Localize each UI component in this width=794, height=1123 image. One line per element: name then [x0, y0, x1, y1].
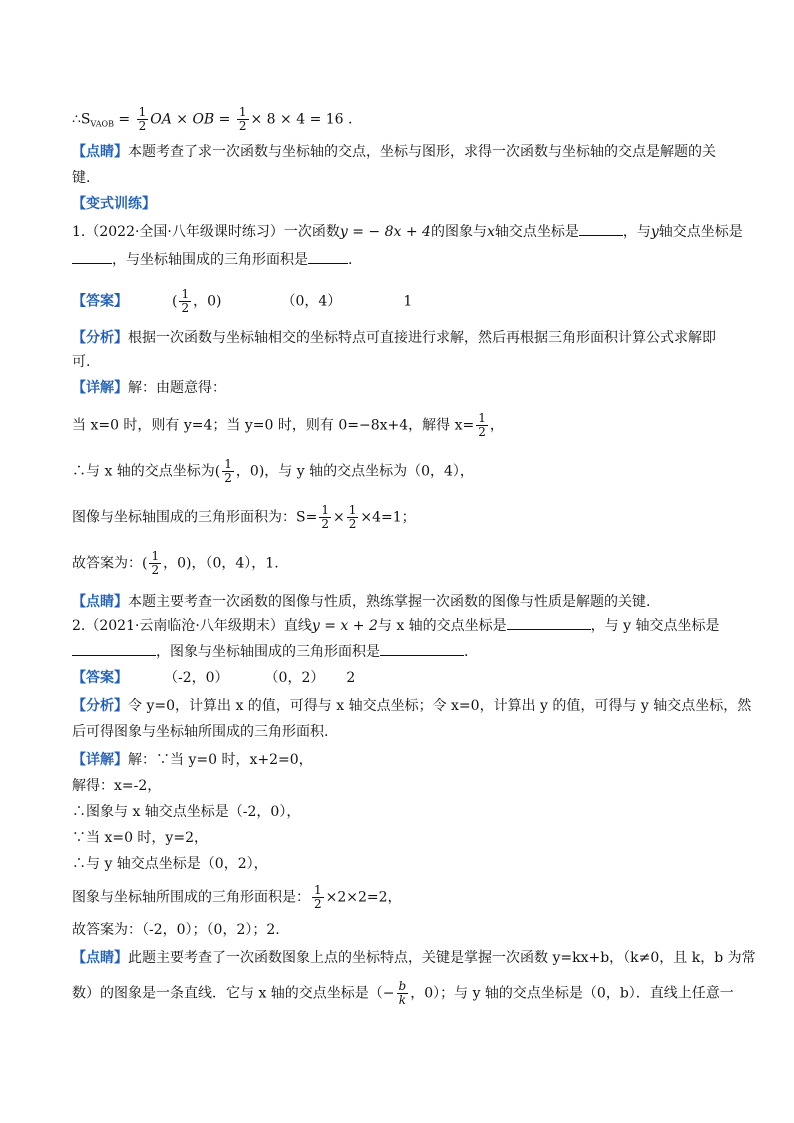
analysis-1-line-1: 【分析】根据一次函数与坐标轴相交的坐标特点可直接进行求解，然后再根据三角形面积计算公式求解即 — [72, 330, 716, 346]
answer-blank[interactable] — [72, 643, 156, 656]
formula-equals: = — [113, 111, 135, 128]
detail-2-line-2: 解得：x=-2， — [72, 778, 162, 794]
detail-1-step-3: 图像与坐标轴围成的三角形面积为：S= $\frac{1}{2}$ × $\frac{1}{2}$ ×4=1； — [72, 503, 416, 531]
detail-1-step-2: ∴与 x 轴的交点坐标为( $\frac{1}{2}$ ，0)，与 y 轴的交点坐标为（0，4）， — [72, 457, 474, 485]
formula-body: OA × OB = — [150, 111, 235, 128]
detail-1-intro: 【详解】解：由题意得： — [72, 380, 226, 396]
detail-label: 【详解】 — [72, 752, 128, 768]
comment-line: 【点睛】本题主要考查一次函数的图像与性质，熟练掌握一次函数的图像与性质是解题的关键. — [72, 594, 651, 610]
analysis-2-line-2: 后可得图象与坐标轴所围成的三角形面积. — [72, 724, 329, 740]
analysis-label: 【分析】 — [72, 330, 128, 346]
fraction: $\frac{1}{2}$ — [238, 105, 247, 133]
fraction: $\frac{1}{2}$ — [224, 457, 232, 485]
formula-tail: × 8 × 4 = 16 . — [250, 111, 353, 128]
comment-label: 【点睛】 — [72, 950, 128, 966]
detail-2-line-4: ∵当 x=0 时，y=2， — [72, 830, 208, 846]
equation: y = − 8x + 4 — [339, 224, 431, 240]
detail-2-line-3: ∴图象与 x 轴交点坐标是（-2，0）， — [72, 804, 301, 820]
question-1-line-1: 1.（2022·全国·八年级课时练习）一次函数y = − 8x + 4的图象与x轴交点坐标是 ，与y轴交点坐标是 — [72, 224, 743, 240]
area-formula — [72, 106, 352, 135]
variant-heading: 【变式训练】 — [72, 196, 156, 212]
fraction: $\frac{1}{2}$ — [478, 411, 486, 439]
answer-blank[interactable] — [579, 223, 623, 236]
detail-2-line-7: 故答案为：（-2，0）；（0，2）；2. — [72, 922, 280, 938]
detail-1-step-1: 当 x=0 时，则有 y=4；当 y=0 时，则有 0=−8x+4，解得 x= $\frac{1}{2}$ ， — [72, 411, 504, 439]
detail-2-line-1: 【详解】解：∵当 y=0 时，x+2=0， — [72, 752, 313, 768]
answer-blank[interactable] — [380, 643, 464, 656]
answer-label: 【答案】 — [72, 670, 128, 686]
question-2-line-2: ，图象与坐标轴围成的三角形面积是 . — [72, 642, 468, 662]
answer-2: 【答案】 （-2，0） （0，2） 2 — [72, 670, 356, 686]
fraction: $\frac{1}{2}$ — [181, 287, 190, 315]
analysis-label: 【分析】 — [72, 698, 128, 714]
detail-2-line-6: 图象与坐标轴所围成的三角形面积是： $\frac{1}{2}$ ×2×2=2， — [72, 883, 402, 911]
detail-1-step-4: 故答案为：( $\frac{1}{2}$ ，0)，（0，4），1. — [72, 549, 279, 577]
answer-label: 【答案】 — [72, 293, 128, 310]
comment-line: 键. — [72, 170, 91, 186]
formula-subscript: VAOB — [90, 119, 114, 129]
fraction: $\frac{1}{2}$ — [151, 549, 160, 577]
formula-prefix: ∴S — [72, 111, 91, 128]
fraction: $\frac{1}{2}$ — [321, 503, 329, 531]
detail-2-line-5: ∴与 y 轴交点坐标是（0，2）， — [72, 856, 268, 872]
question-2-line-1: 2.（2021·云南临沧·八年级期末）直线y = x + 2与 x 轴的交点坐标是 ，与 y 轴交点坐标是 — [72, 618, 720, 634]
equation: y = x + 2 — [311, 618, 378, 634]
comment-line: 数）的图象是一条直线．它与 x 轴的交点坐标是（− $\frac{b}{k}$ ，0）；与 y 轴的交点坐标是（0，b）．直线上任意一 — [72, 979, 734, 1007]
comment-line: 【点睛】本题考查了求一次函数与坐标轴的交点，坐标与图形，求得一次函数与坐标轴的交点是解题的关 — [72, 144, 716, 160]
answer-blank[interactable] — [308, 251, 348, 264]
fraction: $\frac{1}{2}$ — [138, 105, 147, 133]
fraction: $\frac{1}{2}$ — [314, 883, 322, 911]
fraction: $\frac{b}{k}$ — [398, 979, 407, 1007]
detail-label: 【详解】 — [72, 380, 128, 396]
answer-1: 【答案】 ( $\frac{1}{2}$ ，0) （0，4） 1 — [72, 287, 413, 315]
answer-blank[interactable] — [72, 251, 112, 264]
answer-blank[interactable] — [507, 617, 591, 630]
comment-line: 【点睛】此题主要考查了一次函数图象上点的坐标特点，关键是掌握一次函数 y=kx+b，（k≠0，且 k，b 为常 — [72, 950, 756, 966]
comment-label: 【点睛】 — [72, 594, 128, 610]
analysis-2-line-1: 【分析】令 y=0，计算出 x 的值，可得与 x 轴交点坐标；令 x=0，计算出 y 的值，可得与 y 轴交点坐标，然 — [72, 698, 752, 714]
analysis-1-line-2: 可. — [72, 354, 91, 370]
fraction: $\frac{1}{2}$ — [348, 503, 357, 531]
comment-label: 【点睛】 — [72, 144, 128, 160]
question-1-line-2: ，与坐标轴围成的三角形面积是 . — [72, 250, 352, 270]
